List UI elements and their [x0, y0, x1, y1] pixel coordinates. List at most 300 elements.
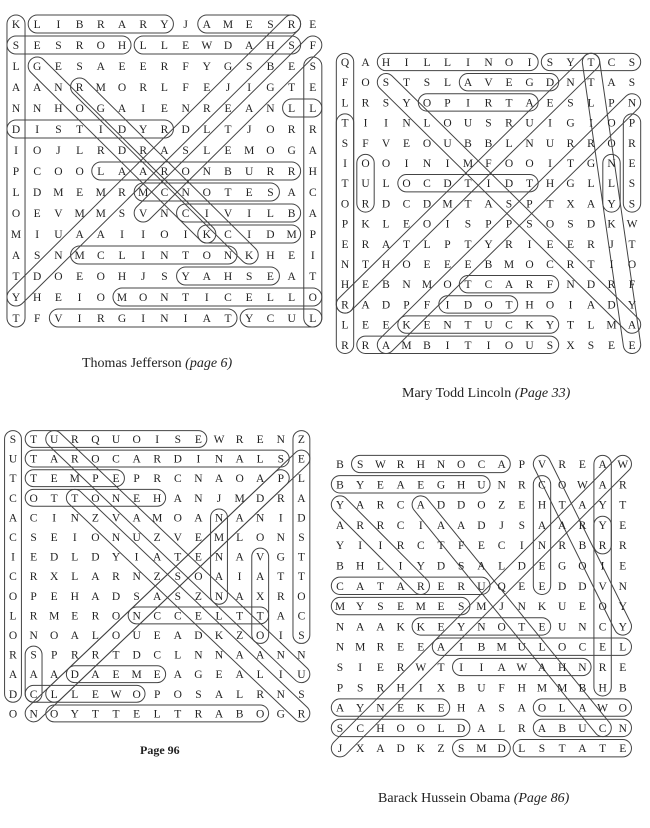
- grid-letter: N: [517, 601, 526, 614]
- grid-letter: O: [504, 158, 514, 170]
- grid-letter: E: [397, 702, 405, 715]
- grid-letter: F: [546, 279, 554, 292]
- grid-letter: L: [297, 473, 305, 486]
- grid-letter: E: [437, 601, 445, 614]
- grid-letter: R: [112, 571, 120, 584]
- grid-letter: B: [578, 540, 587, 553]
- grid-letter: S: [288, 40, 295, 52]
- grid-letter: I: [77, 313, 82, 325]
- grid-letter: T: [182, 292, 190, 304]
- grid-letter: T: [464, 279, 472, 292]
- grid-letter: O: [340, 198, 350, 211]
- grid-letter: S: [628, 57, 636, 69]
- grid-letter: T: [587, 259, 595, 271]
- grid-letter: T: [587, 57, 595, 69]
- grid-letter: G: [436, 479, 446, 492]
- grid-letter: I: [141, 250, 146, 262]
- grid-letter: A: [586, 198, 596, 211]
- grid-letter: G: [194, 669, 203, 682]
- grid-letter: V: [537, 459, 547, 471]
- grid-letter: V: [381, 137, 391, 150]
- grid-letter: N: [266, 103, 275, 115]
- grid-letter: O: [416, 722, 425, 735]
- grid-letter: L: [498, 722, 506, 735]
- grid-letter: O: [598, 601, 607, 614]
- grid-letter: Y: [618, 621, 627, 634]
- grid-letter: E: [50, 532, 58, 544]
- grid-letter: Z: [437, 743, 445, 756]
- grid-letter: Y: [356, 601, 365, 614]
- grid-letter: L: [71, 551, 79, 564]
- grid-letter: N: [33, 103, 42, 115]
- grid-letter: E: [54, 292, 62, 304]
- grid-letter: V: [173, 532, 182, 544]
- grid-letter: D: [457, 722, 466, 735]
- grid-letter: A: [297, 492, 306, 505]
- grid-letter: O: [627, 259, 637, 271]
- grid-letter: N: [578, 621, 587, 634]
- grid-letter: S: [33, 250, 41, 262]
- grid-letter: R: [118, 187, 126, 199]
- grid-letter: R: [525, 279, 534, 292]
- grid-letter: N: [497, 479, 506, 492]
- grid-letter: A: [245, 103, 254, 115]
- grid-letter: K: [537, 601, 547, 614]
- grid-letter: A: [287, 187, 296, 199]
- grid-letter: C: [266, 313, 275, 325]
- grid-letter: C: [29, 512, 38, 525]
- grid-letter: A: [256, 473, 265, 486]
- grid-letter: R: [396, 459, 405, 471]
- grid-letter: S: [336, 722, 344, 735]
- grid-letter: C: [181, 208, 190, 220]
- grid-letter: T: [566, 158, 575, 170]
- grid-letter: E: [224, 145, 232, 157]
- grid-letter: V: [111, 512, 121, 525]
- word-loop: [134, 36, 300, 54]
- grid-letter: R: [361, 97, 370, 110]
- grid-letter: W: [415, 662, 427, 674]
- grid-letter: R: [256, 688, 265, 701]
- word-loop: [7, 36, 131, 54]
- grid-letter: T: [309, 271, 317, 283]
- grid-letter: A: [50, 669, 59, 682]
- grid-letter: F: [341, 77, 349, 90]
- grid-letter: U: [132, 630, 141, 642]
- grid-letter: L: [558, 702, 566, 715]
- grid-letter: T: [277, 571, 285, 584]
- grid-letter: S: [267, 187, 274, 199]
- grid-letter: S: [298, 532, 305, 544]
- grid-letter: U: [297, 669, 306, 682]
- grid-letter: C: [416, 540, 425, 553]
- grid-letter: N: [54, 82, 63, 94]
- grid-letter: A: [235, 453, 244, 466]
- grid-letter: E: [112, 473, 120, 486]
- grid-letter: T: [587, 77, 595, 90]
- grid-letter: S: [382, 77, 390, 90]
- grid-letter: A: [381, 339, 391, 352]
- grid-letter: N: [525, 137, 534, 150]
- grid-letter: N: [256, 512, 265, 525]
- grid-letter: D: [463, 299, 473, 312]
- grid-letter: E: [30, 551, 38, 564]
- grid-letter: E: [518, 499, 526, 512]
- grid-letter: O: [504, 339, 514, 352]
- grid-letter: R: [266, 166, 275, 178]
- grid-letter: E: [538, 560, 546, 573]
- grid-letter: J: [609, 238, 614, 251]
- grid-letter: S: [628, 198, 636, 211]
- grid-letter: S: [546, 57, 554, 69]
- grid-letter: Y: [566, 57, 575, 69]
- grid-letter: R: [308, 124, 317, 136]
- grid-letter: A: [598, 479, 607, 492]
- grid-letter: Z: [153, 532, 161, 544]
- grid-letter: T: [174, 551, 182, 564]
- grid-letter: C: [29, 688, 38, 701]
- grid-letter: O: [402, 178, 411, 191]
- grid-letter: A: [117, 19, 127, 31]
- grid-letter: L: [587, 319, 595, 332]
- grid-letter: I: [548, 117, 552, 130]
- grid-letter: M: [496, 641, 507, 654]
- grid-letter: I: [548, 158, 552, 170]
- grid-letter: E: [182, 40, 190, 52]
- grid-letter: K: [402, 319, 411, 332]
- grid-letter: A: [96, 229, 105, 241]
- grid-letter: R: [153, 473, 162, 486]
- grid-letter: R: [578, 519, 587, 532]
- grid-letter: O: [396, 722, 405, 735]
- grid-letter: I: [14, 145, 18, 157]
- grid-letter: B: [266, 61, 275, 73]
- grid-letter: S: [55, 124, 62, 136]
- grid-letter: D: [33, 271, 42, 283]
- grid-letter: K: [214, 630, 224, 642]
- grid-letter: R: [505, 238, 513, 251]
- grid-letter: M: [213, 532, 225, 544]
- grid-letter: M: [95, 82, 106, 94]
- grid-letter: E: [376, 479, 384, 492]
- grid-letter: E: [118, 61, 126, 73]
- grid-letter: D: [381, 198, 391, 211]
- grid-letter: X: [256, 590, 265, 603]
- grid-letter: H: [457, 479, 466, 492]
- grid-letter: X: [566, 198, 575, 211]
- caption-name: Mary Todd Lincoln: [402, 386, 512, 401]
- grid-letter: S: [267, 19, 274, 31]
- grid-letter: U: [525, 339, 534, 352]
- grid-letter: O: [256, 708, 265, 721]
- grid-letter: O: [160, 229, 169, 241]
- grid-letter: S: [457, 743, 465, 756]
- grid-letter: Y: [627, 299, 637, 312]
- grid-letter: T: [518, 621, 526, 634]
- grid-letter: P: [341, 218, 349, 231]
- grid-letter: O: [361, 158, 370, 170]
- grid-letter: Y: [335, 499, 345, 512]
- caption-page: (Page 33): [514, 386, 571, 401]
- grid-letter: O: [558, 641, 567, 654]
- grid-letter: E: [619, 560, 627, 573]
- grid-letter: R: [194, 708, 203, 721]
- grid-letter: I: [358, 662, 363, 674]
- grid-letter: M: [152, 512, 163, 525]
- grid-letter: I: [418, 519, 423, 532]
- grid-letter: S: [526, 218, 533, 231]
- grid-letter: E: [341, 238, 349, 251]
- grid-letter: Y: [160, 19, 169, 31]
- grid-letter: L: [50, 688, 58, 701]
- grid-letter: O: [266, 124, 275, 136]
- grid-letter: I: [404, 158, 409, 170]
- grid-letter: A: [463, 77, 473, 90]
- grid-letter: D: [11, 124, 21, 136]
- grid-letter: V: [54, 313, 63, 325]
- grid-letter: M: [138, 187, 149, 199]
- grid-letter: N: [402, 117, 411, 130]
- grid-letter: L: [160, 40, 168, 52]
- grid-letter: T: [50, 492, 58, 505]
- grid-letter: C: [538, 479, 546, 492]
- grid-letter: L: [607, 178, 616, 191]
- grid-letter: D: [33, 187, 42, 199]
- grid-letter: B: [336, 479, 344, 492]
- grid-letter: L: [382, 218, 390, 231]
- grid-letter: D: [70, 669, 79, 682]
- grid-letter: I: [445, 299, 450, 312]
- grid-letter: A: [396, 479, 405, 492]
- grid-letter: C: [224, 292, 232, 304]
- grid-letter: A: [578, 743, 587, 756]
- grid-letter: N: [202, 166, 211, 178]
- grid-letter: C: [33, 166, 42, 178]
- grid-letter: M: [131, 669, 142, 682]
- grid-letter: I: [358, 540, 363, 553]
- grid-letter: O: [308, 292, 317, 304]
- grid-letter: A: [235, 649, 244, 662]
- grid-letter: T: [464, 238, 472, 251]
- grid-letter: R: [75, 40, 84, 52]
- grid-letter: E: [288, 250, 296, 262]
- grid-letter: B: [423, 339, 431, 352]
- grid-letter: S: [464, 218, 472, 231]
- grid-letter: D: [381, 299, 391, 312]
- grid-letter: O: [525, 158, 534, 170]
- word-search-grid: [333, 50, 648, 365]
- grid-letter: A: [416, 499, 425, 512]
- grid-letter: V: [598, 580, 607, 593]
- grid-letter: Q: [91, 434, 100, 446]
- grid-letter: Y: [598, 519, 607, 532]
- grid-letter: D: [132, 649, 141, 662]
- grid-letter: N: [297, 649, 306, 662]
- grid-letter: E: [619, 662, 627, 674]
- grid-letter: E: [309, 82, 317, 94]
- word-search-grid: [3, 427, 321, 737]
- grid-letter: H: [117, 271, 127, 283]
- grid-letter: A: [578, 702, 587, 715]
- grid-letter: Y: [545, 319, 555, 332]
- grid-letter: E: [477, 540, 485, 553]
- grid-letter: N: [276, 532, 285, 544]
- grid-letter: E: [139, 61, 147, 73]
- grid-letter: E: [288, 61, 296, 73]
- grid-letter: L: [12, 61, 20, 73]
- grid-letter: T: [71, 492, 79, 505]
- grid-letter: R: [618, 479, 627, 492]
- grid-letter: R: [139, 145, 148, 157]
- grid-letter: C: [153, 649, 162, 662]
- grid-letter: S: [567, 218, 574, 231]
- grid-letter: M: [355, 641, 366, 654]
- grid-letter: S: [245, 61, 253, 73]
- word-loop: [398, 316, 559, 333]
- grid-letter: U: [558, 621, 567, 634]
- grid-letter: R: [505, 117, 513, 130]
- grid-letter: T: [599, 743, 607, 756]
- grid-letter: H: [598, 682, 607, 695]
- grid-letter: Z: [236, 630, 244, 642]
- grid-letter: C: [477, 459, 486, 471]
- grid-letter: E: [71, 610, 79, 623]
- grid-letter: T: [464, 178, 472, 191]
- grid-letter: E: [91, 688, 99, 701]
- grid-letter: O: [558, 479, 567, 492]
- grid-letter: I: [11, 551, 15, 564]
- grid-letter: I: [466, 57, 470, 69]
- grid-letter: R: [160, 166, 169, 178]
- grid-letter: C: [578, 641, 587, 654]
- grid-letter: O: [96, 292, 105, 304]
- grid-letter: I: [247, 82, 252, 94]
- grid-letter: R: [160, 61, 169, 73]
- grid-letter: I: [310, 250, 315, 262]
- grid-letter: C: [546, 259, 554, 271]
- grid-letter: A: [91, 590, 100, 603]
- grid-letter: L: [423, 238, 431, 251]
- grid-letter: S: [182, 145, 189, 157]
- grid-letter: O: [96, 40, 105, 52]
- grid-letter: F: [485, 158, 492, 170]
- grid-letter: E: [628, 158, 636, 170]
- grid-letter: R: [517, 479, 526, 492]
- grid-letter: O: [477, 499, 486, 512]
- grid-letter: R: [376, 682, 385, 695]
- grid-letter: A: [91, 571, 100, 584]
- grid-letter: L: [266, 292, 274, 304]
- grid-letter: T: [256, 610, 264, 623]
- grid-letter: R: [91, 649, 100, 662]
- grid-letter: E: [76, 271, 84, 283]
- grid-letter: H: [70, 590, 79, 603]
- grid-letter: E: [437, 702, 445, 715]
- grid-letter: B: [558, 722, 567, 735]
- word-loop: [71, 246, 237, 264]
- grid-letter: I: [479, 662, 484, 674]
- caption-page: (page 6): [185, 356, 233, 371]
- grid-letter: O: [504, 57, 514, 69]
- grid-letter: L: [236, 532, 244, 544]
- grid-letter: M: [462, 158, 474, 170]
- grid-letter: E: [464, 259, 472, 271]
- grid-letter: H: [54, 103, 63, 115]
- grid-letter: D: [223, 40, 233, 52]
- grid-letter: L: [174, 649, 182, 662]
- grid-letter: H: [416, 459, 425, 471]
- grid-letter: V: [256, 551, 265, 564]
- grid-letter: M: [503, 259, 515, 271]
- grid-letter: E: [578, 459, 586, 471]
- grid-letter: H: [308, 166, 317, 178]
- grid-letter: A: [376, 743, 385, 756]
- grid-letter: R: [75, 82, 84, 94]
- grid-letter: L: [33, 19, 41, 31]
- grid-letter: O: [91, 453, 100, 466]
- grid-letter: X: [436, 682, 446, 695]
- grid-letter: E: [33, 208, 41, 220]
- grid-letter: F: [182, 82, 189, 94]
- grid-letter: S: [174, 571, 182, 584]
- grid-letter: Z: [153, 571, 161, 584]
- grid-letter: E: [397, 641, 405, 654]
- grid-letter: A: [477, 722, 486, 735]
- grid-letter: I: [204, 208, 209, 220]
- grid-letter: M: [49, 610, 60, 623]
- grid-letter: A: [457, 519, 466, 532]
- grid-letter: N: [335, 621, 345, 634]
- grid-letter: E: [518, 580, 526, 593]
- grid-letter: C: [484, 279, 493, 292]
- grid-letter: R: [598, 540, 607, 553]
- grid-letter: T: [341, 117, 349, 130]
- grid-letter: Q: [497, 580, 506, 593]
- caption-page-96: [140, 743, 180, 758]
- grid-letter: R: [287, 166, 296, 178]
- grid-letter: A: [436, 641, 446, 654]
- grid-letter: T: [546, 198, 554, 211]
- grid-letter: O: [422, 137, 432, 150]
- grid-letter: S: [485, 117, 492, 130]
- grid-letter: D: [578, 580, 587, 593]
- grid-letter: E: [443, 259, 452, 271]
- grid-letter: I: [183, 313, 188, 325]
- grid-letter: A: [202, 271, 211, 283]
- grid-letter: P: [518, 459, 526, 471]
- grid-letter: W: [110, 688, 122, 701]
- grid-letter: X: [50, 571, 59, 584]
- grid-letter: F: [362, 137, 369, 150]
- grid-letter: T: [525, 178, 534, 191]
- grid-letter: U: [477, 682, 486, 695]
- grid-letter: A: [160, 145, 169, 157]
- grid-letter: I: [589, 117, 593, 130]
- grid-letter: A: [287, 271, 296, 283]
- grid-letter: O: [618, 702, 627, 715]
- grid-letter: D: [50, 551, 59, 564]
- word-loop: [177, 204, 301, 222]
- grid-letter: H: [266, 250, 275, 262]
- grid-letter: T: [297, 551, 305, 564]
- grid-letter: N: [537, 540, 547, 553]
- grid-letter: H: [381, 259, 391, 271]
- grid-letter: I: [183, 229, 188, 241]
- grid-letter: N: [214, 551, 224, 564]
- grid-letter: S: [505, 198, 513, 211]
- grid-letter: A: [276, 610, 285, 623]
- grid-letter: B: [75, 19, 84, 31]
